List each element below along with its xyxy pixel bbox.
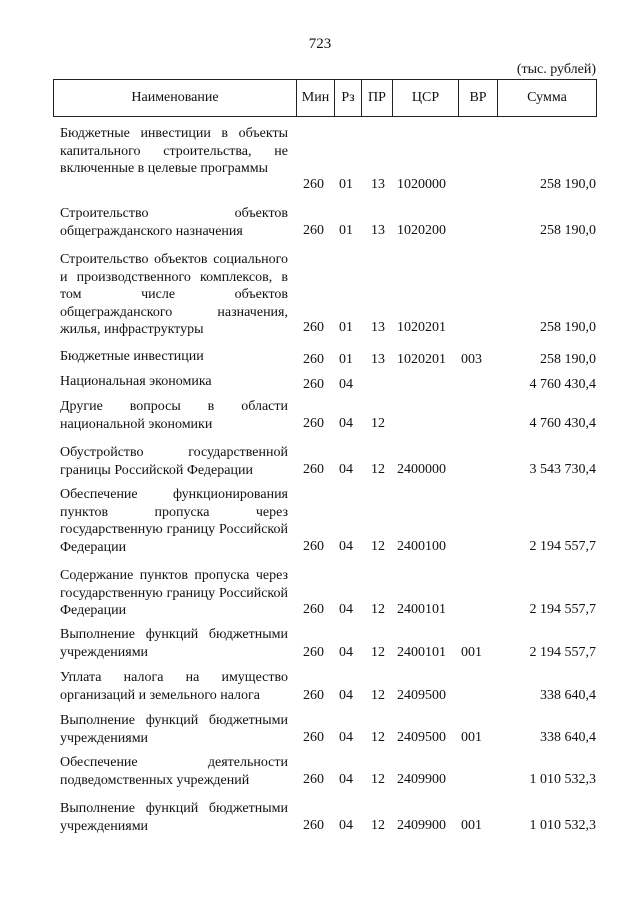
row-sum: 258 190,0 xyxy=(540,222,596,238)
row-csr: 2409900 xyxy=(397,817,446,833)
row-min: 260 xyxy=(303,376,324,392)
row-rz: 01 xyxy=(339,176,353,192)
row-pr: 12 xyxy=(371,729,385,745)
header-csr: ЦСР xyxy=(392,80,458,116)
table-row xyxy=(0,754,640,800)
row-pr: 12 xyxy=(371,461,385,477)
row-rz: 01 xyxy=(339,351,353,367)
row-pr: 12 xyxy=(371,687,385,703)
row-csr: 1020201 xyxy=(397,351,446,367)
row-pr: 13 xyxy=(371,319,385,335)
row-csr: 2400100 xyxy=(397,538,446,554)
table-row xyxy=(0,712,640,754)
table-row xyxy=(0,444,640,486)
row-name: Обустройство государственной границы Российской Федерации xyxy=(60,445,288,478)
row-min: 260 xyxy=(303,222,324,238)
row-pr: 13 xyxy=(371,176,385,192)
row-rz: 04 xyxy=(339,415,353,431)
row-sum: 338 640,4 xyxy=(540,687,596,703)
row-min: 260 xyxy=(303,729,324,745)
row-rz: 01 xyxy=(339,222,353,238)
row-sum: 258 190,0 xyxy=(540,351,596,367)
table-row xyxy=(0,669,640,712)
row-vr: 003 xyxy=(461,351,482,367)
units-label: (тыс. рублей) xyxy=(516,62,596,77)
row-name: Содержание пунктов пропуска через государственную границу Российской Федерации xyxy=(60,568,288,618)
row-rz: 04 xyxy=(339,376,353,392)
header-rz: Рз xyxy=(334,80,361,116)
row-sum: 3 543 730,4 xyxy=(529,461,596,477)
row-min: 260 xyxy=(303,601,324,617)
row-min: 260 xyxy=(303,461,324,477)
row-rz: 04 xyxy=(339,538,353,554)
row-sum: 258 190,0 xyxy=(540,319,596,335)
row-csr: 2409500 xyxy=(397,687,446,703)
row-min: 260 xyxy=(303,687,324,703)
row-sum: 338 640,4 xyxy=(540,729,596,745)
table-row xyxy=(0,567,640,626)
row-min: 260 xyxy=(303,644,324,660)
row-csr: 2400101 xyxy=(397,601,446,617)
table-row xyxy=(0,125,640,205)
row-rz: 01 xyxy=(339,319,353,335)
row-rz: 04 xyxy=(339,729,353,745)
row-pr: 12 xyxy=(371,771,385,787)
row-pr: 12 xyxy=(371,644,385,660)
row-csr: 1020200 xyxy=(397,222,446,238)
table-row xyxy=(0,373,640,398)
row-min: 260 xyxy=(303,319,324,335)
row-name: Строительство объектов социального и производственного комплексов, в том числе объектов общегражданского назначения, жилья, инфраструктуры xyxy=(60,252,288,337)
row-name: Выполнение функций бюджетными учреждениями xyxy=(60,627,288,660)
row-min: 260 xyxy=(303,176,324,192)
row-name: Выполнение функций бюджетными учреждениями xyxy=(60,801,288,834)
header-sum: Сумма xyxy=(497,80,596,116)
row-pr: 13 xyxy=(371,351,385,367)
row-min: 260 xyxy=(303,351,324,367)
row-name: Уплата налога на имущество организаций и земельного налога xyxy=(60,670,288,703)
row-name: Национальная экономика xyxy=(60,374,212,389)
page-number: 723 xyxy=(308,36,332,52)
row-csr: 2400000 xyxy=(397,461,446,477)
row-sum: 4 760 430,4 xyxy=(529,376,596,392)
row-min: 260 xyxy=(303,415,324,431)
row-rz: 04 xyxy=(339,817,353,833)
row-name: Строительство объектов общегражданского назначения xyxy=(60,206,288,239)
row-pr: 12 xyxy=(371,817,385,833)
row-csr: 2400101 xyxy=(397,644,446,660)
row-pr: 12 xyxy=(371,538,385,554)
table-row xyxy=(0,398,640,444)
row-rz: 04 xyxy=(339,644,353,660)
row-sum: 4 760 430,4 xyxy=(529,415,596,431)
row-sum: 1 010 532,3 xyxy=(529,771,596,787)
row-pr: 12 xyxy=(371,601,385,617)
row-csr: 1020000 xyxy=(397,176,446,192)
row-rz: 04 xyxy=(339,687,353,703)
row-name: Выполнение функций бюджетными учреждениями xyxy=(60,713,288,746)
row-csr: 2409900 xyxy=(397,771,446,787)
row-name: Другие вопросы в области национальной экономики xyxy=(60,399,288,432)
row-name: Бюджетные инвестиции в объекты капитального строительства, не включенные в целевые программы xyxy=(60,126,288,176)
row-min: 260 xyxy=(303,771,324,787)
row-vr: 001 xyxy=(461,644,482,660)
row-sum: 1 010 532,3 xyxy=(529,817,596,833)
row-pr: 12 xyxy=(371,415,385,431)
table-row xyxy=(0,486,640,567)
table-row xyxy=(0,205,640,251)
header-name: Наименование xyxy=(131,90,219,105)
row-vr: 001 xyxy=(461,729,482,745)
row-csr: 2409500 xyxy=(397,729,446,745)
row-name: Бюджетные инвестиции xyxy=(60,349,204,364)
row-rz: 04 xyxy=(339,601,353,617)
table-row xyxy=(0,251,640,348)
table-row xyxy=(0,626,640,669)
row-vr: 001 xyxy=(461,817,482,833)
header-min: Мин xyxy=(296,80,334,116)
row-pr: 13 xyxy=(371,222,385,238)
row-name: Обеспечение деятельности подведомственных учреждений xyxy=(60,755,288,788)
table-body xyxy=(0,125,640,846)
row-min: 260 xyxy=(303,817,324,833)
row-sum: 2 194 557,7 xyxy=(529,644,596,660)
header-pr: ПР xyxy=(361,80,392,116)
row-rz: 04 xyxy=(339,461,353,477)
row-name: Обеспечение функционирования пунктов пропуска через государственную границу Российской Федерации xyxy=(60,487,288,555)
table-header xyxy=(53,79,597,117)
row-csr: 1020201 xyxy=(397,319,446,335)
row-sum: 2 194 557,7 xyxy=(529,601,596,617)
table-row xyxy=(0,348,640,373)
table-row xyxy=(0,800,640,846)
row-min: 260 xyxy=(303,538,324,554)
row-sum: 2 194 557,7 xyxy=(529,538,596,554)
row-sum: 258 190,0 xyxy=(540,176,596,192)
header-vr: ВР xyxy=(458,80,497,116)
row-rz: 04 xyxy=(339,771,353,787)
